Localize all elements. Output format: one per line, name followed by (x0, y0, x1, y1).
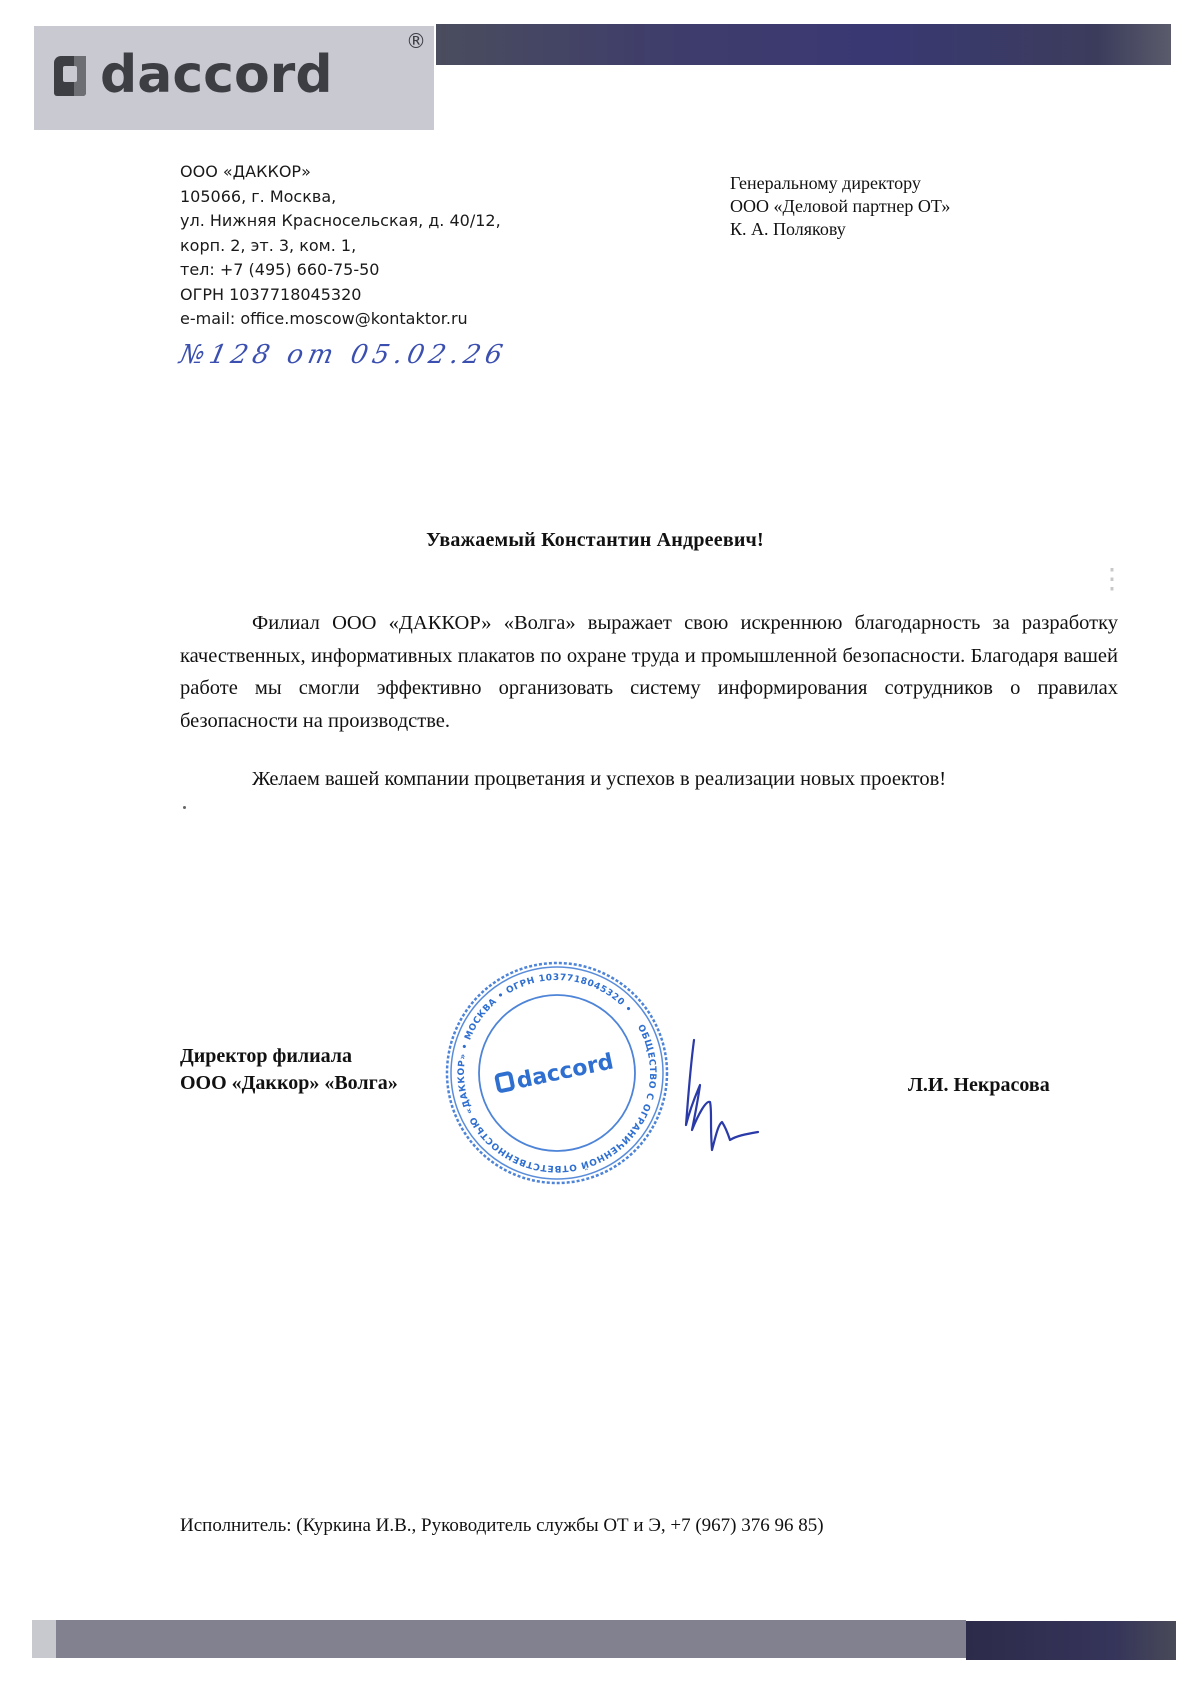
signatory-title (180, 1043, 398, 1097)
scan-artifact-dot (183, 806, 186, 809)
daccord-logo-icon (54, 56, 86, 96)
stamp-logo (496, 1049, 616, 1098)
registered-mark: ® (406, 29, 426, 53)
sender-company: ООО «ДАККОР» (180, 162, 311, 181)
closing-wish: Желаем вашей компании процветания и успехов в реализации новых проектов! (252, 768, 947, 790)
handwritten-signature (676, 1030, 771, 1160)
outgoing-number-handwritten: №128 от 05.02.26 (176, 340, 511, 370)
letter-body-paragraph: Филиал ООО «ДАККОР» «Волга» выражает свою искреннюю благодарность за разработку качественных, информативных плакатов по охране труда и промышленной безопасности. Благодаря вашей работе мы смогли эффективно организовать систему информирования сотрудников о правилах безопасности на производстве. (180, 612, 1118, 732)
recipient-position: Генеральному директору (730, 173, 921, 193)
salutation: Уважаемый Константин Андреевич! (426, 529, 764, 551)
logo-wordmark: daccord (100, 45, 333, 105)
signatory-position: Директор филиала (180, 1045, 352, 1067)
sender-ogrn: ОГРН 1037718045320 (180, 284, 362, 304)
stamp-logo-icon (496, 1073, 513, 1092)
sender-email: e-mail: office.moscow@kontaktor.ru (180, 309, 468, 328)
company-logo (34, 26, 434, 130)
signatory-name: Л.И. Некрасова (908, 1074, 1050, 1096)
recipient-name: К. А. Полякову (730, 219, 846, 239)
sender-address-block (180, 160, 501, 332)
company-stamp (444, 960, 670, 1186)
footer-bar-light (32, 1620, 56, 1658)
scan-artifact-mark: ⋮ (1098, 562, 1128, 595)
sender-street: ул. Нижняя Красносельская, д. 40/12, (180, 211, 501, 230)
sender-city: 105066, г. Москва, (180, 186, 337, 206)
executor-line: Исполнитель: (Куркина И.В., Руководитель службы ОТ и Э, +7 (967) 376 96 85) (180, 1515, 824, 1536)
recipient-block (730, 172, 950, 241)
header-decorative-bar (436, 24, 1171, 65)
footer-bar (56, 1620, 966, 1658)
signatory-organization: ООО «Даккор» «Волга» (180, 1072, 398, 1094)
stamp-outer-text: ОБЩЕСТВО С ОГРАНИЧЕННОЙ ОТВЕТСТВЕННОСТЬЮ «ДАККОР» • МОСКВА • ОГРН 1037718045320 • (456, 972, 658, 1174)
sender-building: корп. 2, эт. 3, ком. 1, (180, 235, 357, 255)
stamp-center-text: daccord (514, 1049, 616, 1095)
sender-phone: тел: +7 (495) 660-75-50 (180, 260, 380, 279)
footer-bar-dark (966, 1621, 1176, 1660)
recipient-company: ООО «Деловой партнер ОТ» (730, 196, 951, 216)
